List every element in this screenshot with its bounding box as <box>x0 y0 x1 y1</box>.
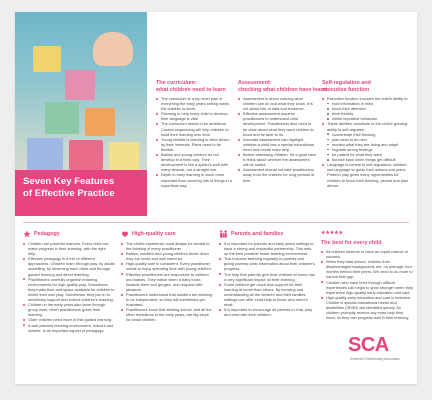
list-item: Practitioners know that starting school, and all the other transitions in the early years, are big steps for small children. <box>121 307 213 322</box>
toy-block <box>69 140 103 170</box>
toy-block <box>33 46 61 72</box>
list-item: All children deserve to have an equal chance of success. <box>321 249 413 259</box>
heading-line: Self-regulation and <box>322 80 371 86</box>
list-item: It is important for parents and early years settings to have a strong and respectful partnership. This sets up the best possible home-learning environment. <box>219 241 315 256</box>
list-item: Effective assessment requires practitioners to understand child development. Practitioners also need to be clear about what they want children to know and be able to do. <box>238 111 316 136</box>
list-item: Practitioners understand that toddlers are learning to be independent, so they will sometimes get frustrated. <box>121 292 213 307</box>
logo-subtitle: Somerset Childminding Association <box>350 357 400 361</box>
toy-block <box>65 70 95 100</box>
logo-text: SCA <box>348 334 389 356</box>
heart-hands-icon <box>121 230 129 238</box>
list-item: Assessment is about noticing what children can do and what they know. It is not about lots of data and evidence. <box>238 96 316 111</box>
list-item: Children in the early years also learn through group work, when practitioners guide their learning. <box>23 302 115 317</box>
heading-text: The best for every child <box>321 239 382 246</box>
section-high-quality-care <box>121 230 213 323</box>
list-item: High-quality early education and care is inclusive. Children's special educational needs and disabilities (SEND) are identified quickly. All children promptly receive any extra help they need, so they can progress well in their learning. <box>321 295 413 320</box>
stars-icon <box>321 230 343 235</box>
list-item: Older children need more of this guided learning. <box>23 317 115 322</box>
sub-list-item: inhibit impulsive behaviour <box>322 116 412 121</box>
list-item: Effective pedagogy is a mix of different approaches. Children learn through play, by adults modelling, by observing each other and through guided learning and direct teaching. <box>23 256 115 276</box>
list-item: Executive function includes the child's ability to: <box>322 96 412 101</box>
child-hand <box>93 32 133 66</box>
sub-list <box>322 132 412 163</box>
heading-line: Assessment: <box>238 80 272 86</box>
list-item: The curriculum is a top-level plan of everything the early years setting wants the children to learn. <box>156 96 232 111</box>
sub-list-item: be patient for what they want <box>322 152 412 157</box>
section-pedagogy <box>23 230 115 333</box>
section-divider <box>23 222 409 223</box>
section-curriculum <box>156 80 232 188</box>
section-heading <box>23 230 115 238</box>
list-item: Accurate assessment can highlight whether a child has a special educational need and needs extra help. <box>238 137 316 152</box>
sub-list-item: plan what to do next <box>322 137 412 142</box>
heading-line: checking what children have learnt <box>238 86 328 93</box>
list-item: The help that parents give their children at home has a very significant impact on their learning. <box>219 272 315 282</box>
heading-line: The curriculum: <box>156 80 197 86</box>
heading-line: executive function <box>322 86 370 93</box>
section-heading <box>156 80 232 93</box>
bullet-list <box>156 96 232 188</box>
section-best-for-every-child <box>321 230 413 320</box>
list-item: A well-planned learning environment, indoors and outside, is an important aspect of pedagogy. <box>23 323 115 333</box>
section-self-regulation <box>322 80 412 188</box>
list-item: Some children get much less support for their learning at home than others. By knowing and understanding all the children and their families, settings can offer extra help to those who need it most. <box>219 282 315 307</box>
section-parents-families <box>219 230 315 317</box>
heading-text: High-quality care <box>132 230 176 237</box>
section-heading <box>121 230 213 238</box>
toy-block <box>45 102 79 134</box>
section-heading <box>321 230 413 237</box>
list-item: It is important to encourage all parents to chat, play and read with their children. <box>219 307 315 317</box>
bullet-list <box>219 241 315 317</box>
family-icon <box>219 230 228 238</box>
list-item: Planning to help every child to develop their language is vital. <box>156 111 232 121</box>
list-item: The curriculum needs to be ambitious. Careful sequencing will help children to build their learning over time. <box>156 121 232 136</box>
list-item: Children are powerful learners. Every child can make progress in their learning, with the right help. <box>23 241 115 256</box>
bullet-list <box>322 121 412 131</box>
document-page <box>15 12 417 384</box>
section-heading <box>219 230 315 238</box>
list-item: Young children's learning is often driven by their interests. Plans need to be flexible. <box>156 137 232 152</box>
star-icon <box>23 230 31 238</box>
bullet-list <box>321 249 413 320</box>
sub-list-item: think flexibly <box>322 111 412 116</box>
list-item: This includes listening regularly to parents and giving parents clear information about their children's progress. <box>219 256 315 271</box>
sub-list-item: bounce back when things get difficult <box>322 157 412 162</box>
list-item: The child's experience must always be central to the thinking of every practitioner. <box>121 241 213 251</box>
list-item: Before assessing children, it's a good idea to think about whether the assessment will be useful. <box>238 152 316 167</box>
title-line-2: of Effective Practice <box>23 188 115 199</box>
bullet-list <box>121 241 213 323</box>
sub-list-item: regulate strong feelings <box>322 147 412 152</box>
section-heading <box>322 80 412 93</box>
heading-text: Parents and families <box>231 230 284 237</box>
sub-list <box>322 101 412 121</box>
bullet-list <box>322 162 412 187</box>
sub-list-item: hold information in mind <box>322 101 412 106</box>
sub-list-item: monitor what they are doing and adapt <box>322 142 412 147</box>
heading-line: what children need to learn <box>156 86 226 93</box>
toy-block <box>85 108 115 136</box>
bullet-list <box>23 241 115 333</box>
toy-block <box>27 138 63 170</box>
list-item: These abilities contribute to the child's growing ability to self-regulate: <box>322 121 412 131</box>
list-item: Babies and young children do not develop in a fixed way. Their development is like a spider's web with many strands, not a straight line. <box>156 152 232 172</box>
list-item: High-quality care is consistent. Every practitioner needs to enjoy spending time with young children. <box>121 261 213 271</box>
list-item: Children who have lived through difficult experiences can begin to grow stronger when they experience high-quality early education and care. <box>321 280 413 295</box>
list-item: Assessment should not take practitioners away from the children for long periods of time. <box>238 167 316 182</box>
list-item: Depth in early learning is much more important than covering lots of things in a superficial way. <box>156 172 232 187</box>
heading-text: Pedagogy <box>34 230 60 237</box>
list-item: When they start school, children from disadvantaged backgrounds are, on average, four months behind their peers. We need to do more to narrow that gap. <box>321 259 413 279</box>
title-line-1: Seven Key Features <box>23 176 115 187</box>
section-heading <box>238 80 328 93</box>
toy-block <box>109 142 139 170</box>
list-item: Practitioners carefully organise enabling environments for high-quality play. Sometimes, they make time and space available for children to invent their own play. Sometimes, they join in to sensitively support and extend children's learning. <box>23 277 115 302</box>
sub-list-item: concentrate their thinking <box>322 132 412 137</box>
list-item: Effective practitioners are responsive to children and babies. They notice when a baby looks towards them and gurgles, and respond with pleasure. <box>121 272 213 292</box>
list-item: Babies, toddlers and young children thrive when they are loved and well cared for. <box>121 251 213 261</box>
list-item: Language is central to self-regulation: children use language to guide their actions and plans. Pretend play gives many opportunities for children to focus their thinking, persist and plan ahead. <box>322 162 412 187</box>
sca-logo <box>348 334 408 370</box>
section-assessment <box>238 80 328 183</box>
section-heading-text <box>321 240 413 247</box>
sub-list-item: focus their attention <box>322 106 412 111</box>
bullet-list <box>238 96 316 183</box>
title-box <box>15 170 147 216</box>
